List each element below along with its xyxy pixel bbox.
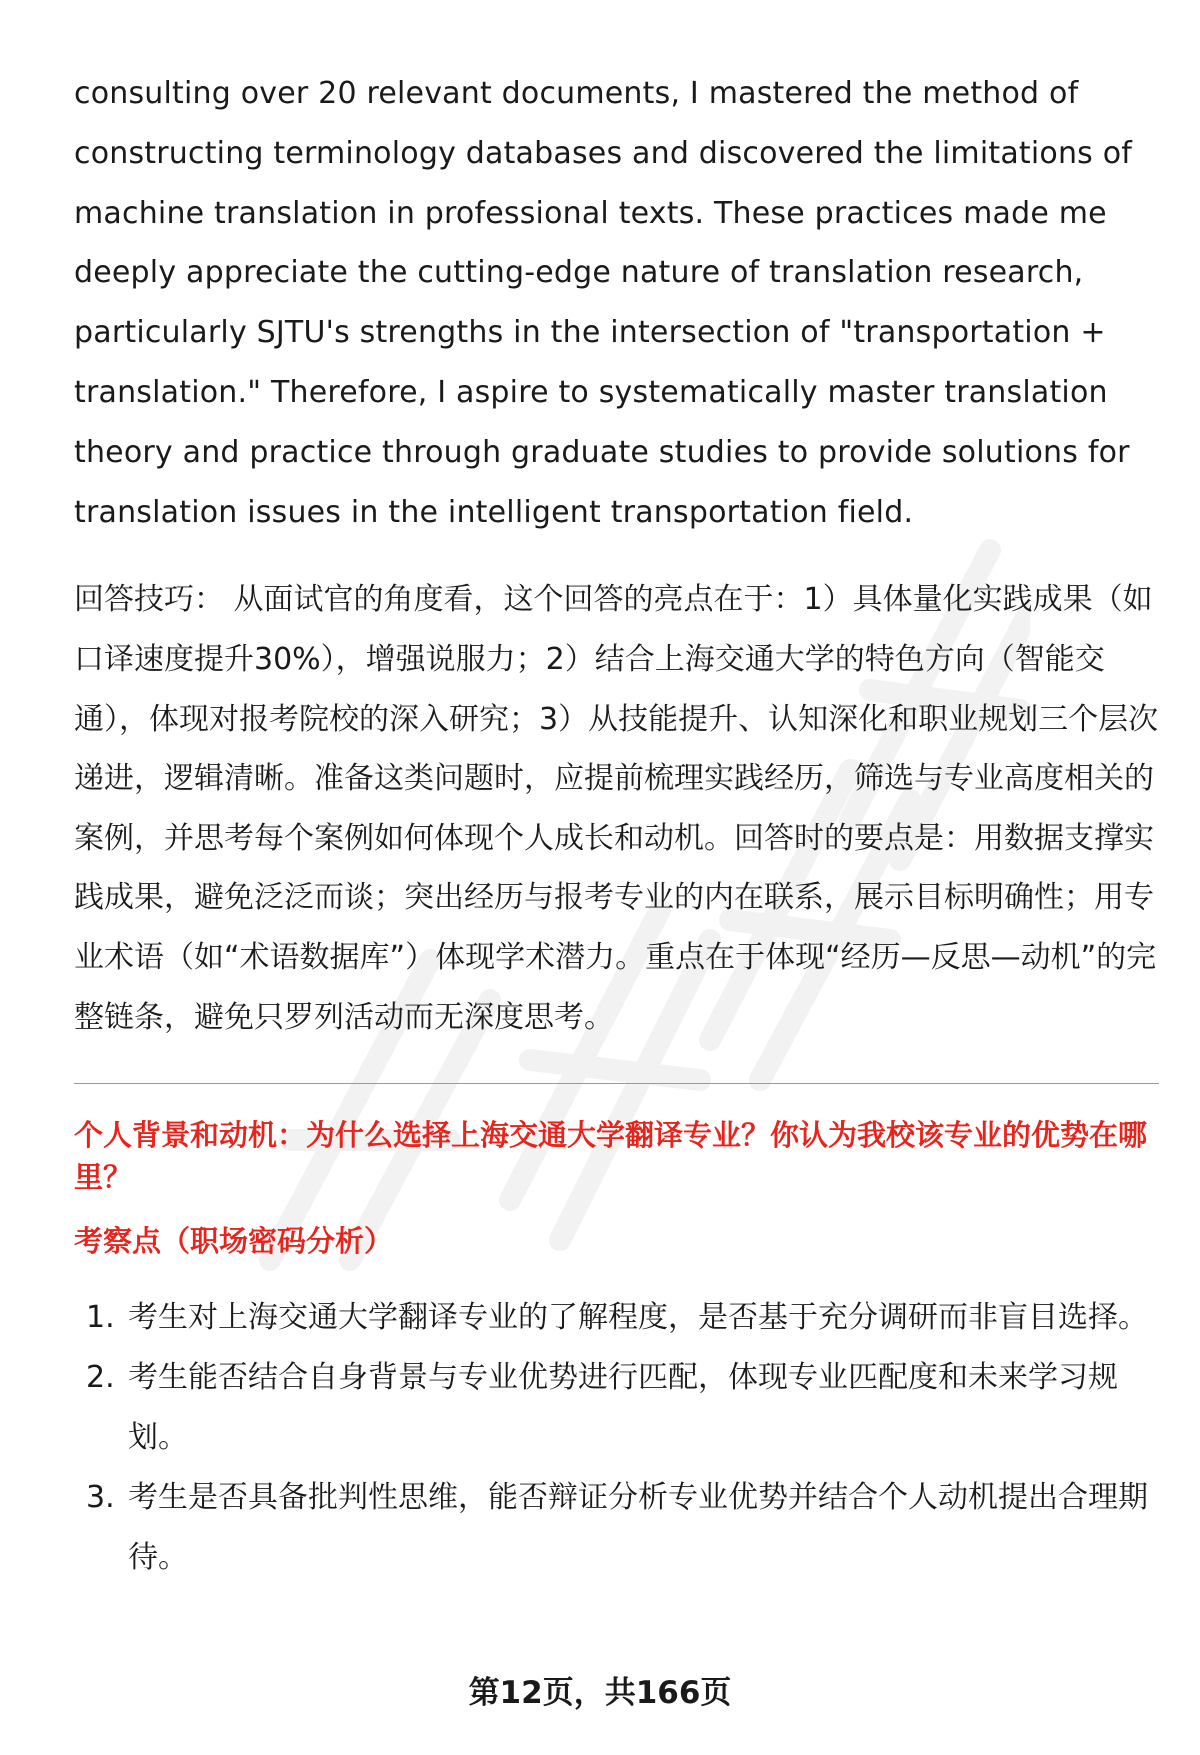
- list-item: [74, 1348, 1159, 1468]
- list-item-number: 3.: [86, 1480, 115, 1516]
- list-item: [74, 1468, 1159, 1588]
- list-item-text: 考生对上海交通大学翻译专业的了解程度，是否基于充分调研而非盲目选择。: [128, 1300, 1148, 1336]
- list-item-text: 考生是否具备批判性思维，能否辩证分析专业优势并结合个人动机提出合理期待。: [128, 1480, 1148, 1576]
- list-item: [74, 1288, 1159, 1348]
- page-number-footer: 第12页，共166页: [468, 1675, 732, 1711]
- page-content: [74, 64, 1159, 1588]
- list-item-number: 2.: [86, 1360, 115, 1396]
- assessment-points-list: [74, 1288, 1159, 1588]
- list-item-text: 考生能否结合自身背景与专业优势进行匹配，体现专业匹配度和未来学习规划。: [128, 1360, 1118, 1456]
- assessment-subtitle: 考察点（职场密码分析）: [74, 1224, 394, 1259]
- answer-tips: 回答技巧： 从面试官的角度看，这个回答的亮点在于：1）具体量化实践成果（如口译速度提升30%），增强说服力；2）结合上海交通大学的特色方向（智能交通），体现对报考院校的深入研究；3）从技能提升、认知深化和职业规划三个层次递进，逻辑清晰。准备这类问题时，应提前梳理实践经历，筛选与专业高度相关的案例，并思考每个案例如何体现个人成长和动机。回答时的要点是：用数据支撑实践成果，避免泛泛而谈；突出经历与报考专业的内在联系，展示目标明确性；用专业术语（如“术语数据库”）体现学术潜力。重点在于体现“经历—反思—动机”的完整链条，避免只罗列活动而无深度思考。: [74, 582, 1159, 1035]
- section-divider: [74, 1083, 1159, 1084]
- answer-paragraph: consulting over 20 relevant documents, I mastered the method of constructing terminology databases and discovered the limitations of machine translation in professional texts. These practices made me deeply appreciate the cutting-edge nature of translation research, particularly SJTU's strengths in the intersection of "transportation + translation." Therefore, I aspire to systematically master translation theory and practice through graduate studies to provide solutions for translation issues in the intelligent transportation field.: [74, 76, 1133, 530]
- list-item-number: 1.: [86, 1300, 115, 1336]
- question-title: 个人背景和动机：为什么选择上海交通大学翻译专业？你认为我校该专业的优势在哪里？: [74, 1118, 1148, 1195]
